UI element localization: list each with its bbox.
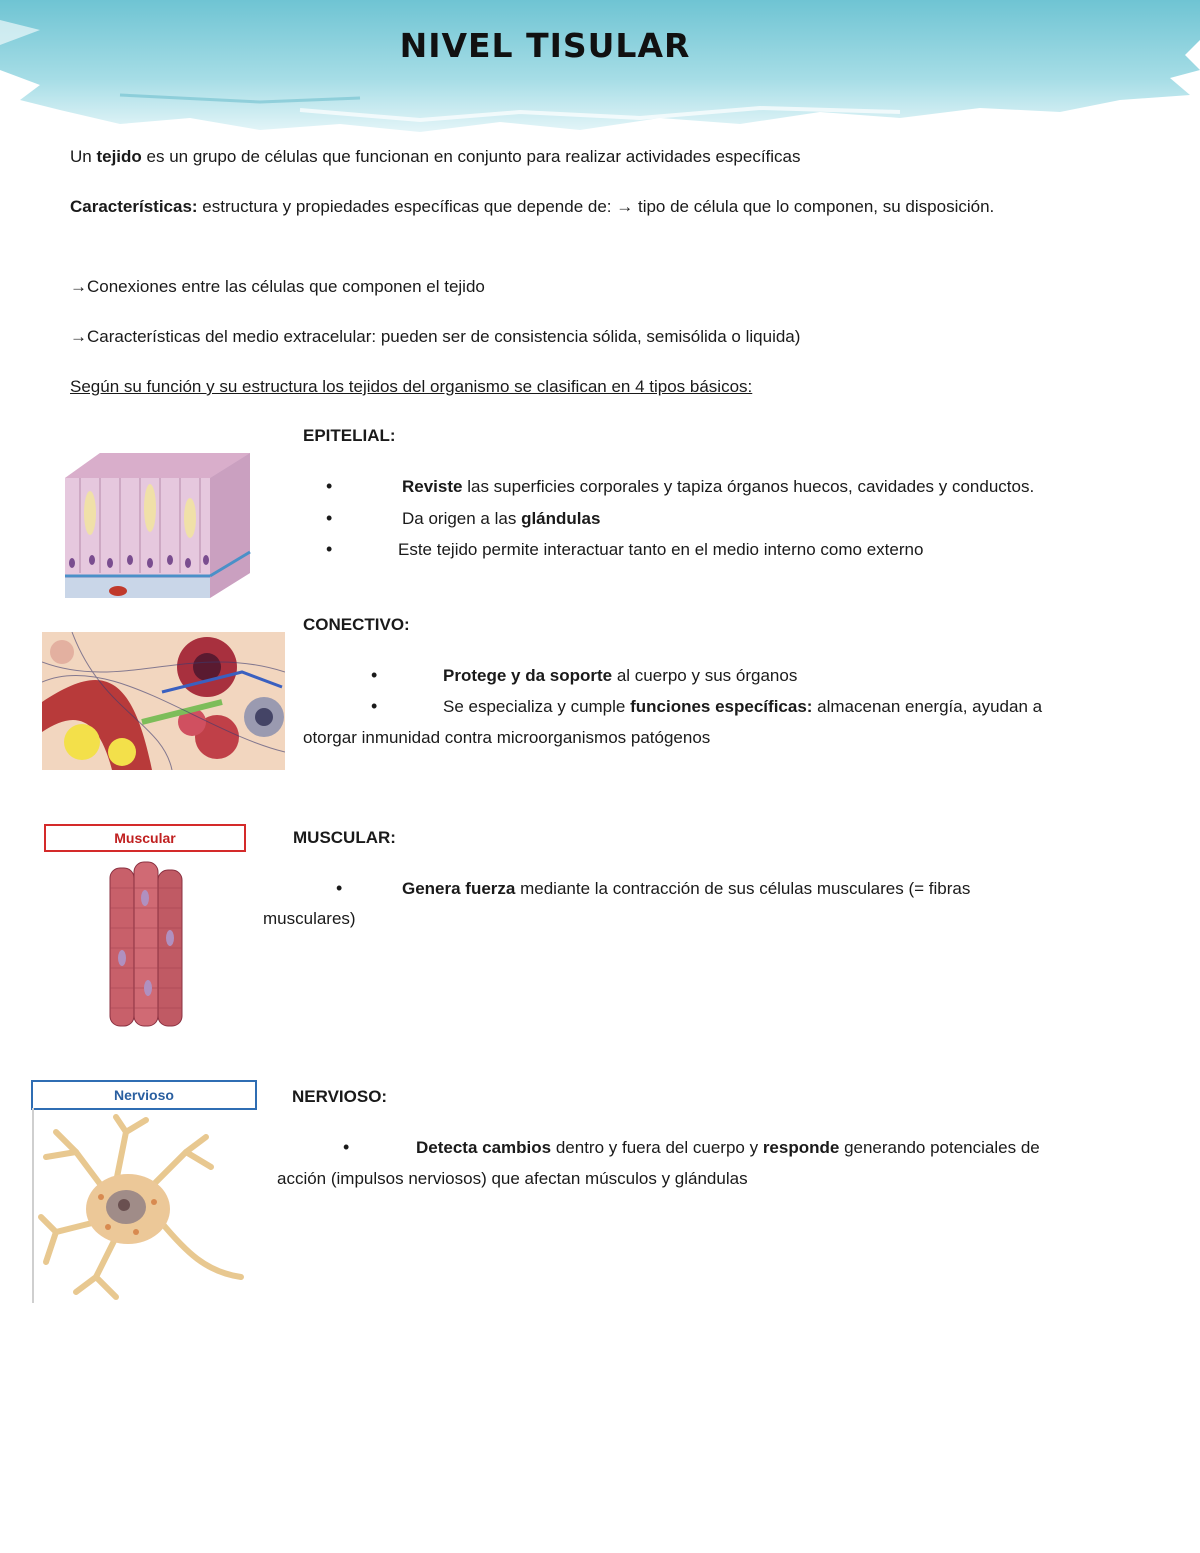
epitelial-bullet-2: Da origen a las glándulas (402, 509, 601, 528)
bullet-dot: • (371, 696, 378, 716)
bullet-dot: • (336, 878, 343, 898)
intro-paragraph-4: →Características del medio extracelular: pueden ser de consistencia sólida, semisólida o liquida) (70, 327, 801, 346)
heading-conectivo: CONECTIVO: (303, 615, 410, 634)
nervioso-bullet-1-continuation: acción (impulsos nerviosos) que afectan músculos y glándulas (277, 1169, 748, 1188)
bullet-dot: • (326, 476, 333, 496)
muscular-label: Muscular (44, 824, 246, 852)
divider (32, 1108, 34, 1303)
conectivo-bullet-1: Protege y da soporte al cuerpo y sus órganos (443, 666, 798, 685)
intro-paragraph-2: Características: estructura y propiedades específicas que depende de: → tipo de célula que lo componen, su disposición. (70, 197, 995, 216)
bullet-dot: • (326, 508, 333, 528)
connective-tissue-illustration (42, 632, 285, 770)
bullet-dot: • (326, 539, 333, 559)
heading-nervioso: NERVIOSO: (292, 1087, 388, 1106)
conectivo-bullet-2-continuation: otorgar inmunidad contra microorganismos patógenos (303, 728, 711, 747)
epitelial-bullet-1: Reviste las superficies corporales y tapiza órganos huecos, cavidades y conductos. (402, 477, 1035, 496)
epitelial-bullet-3: Este tejido permite interactuar tanto en el medio interno como externo (398, 540, 924, 559)
page-title: NIVEL TISULAR (399, 26, 691, 65)
muscular-bullet-1-continuation: musculares) (263, 909, 356, 928)
intro-paragraph-5: Según su función y su estructura los tejidos del organismo se clasifican en 4 tipos básicos: (70, 377, 753, 396)
heading-epitelial: EPITELIAL: (303, 426, 396, 445)
muscular-bullet-1: Genera fuerza mediante la contracción de sus células musculares (= fibras (402, 879, 971, 898)
conectivo-bullet-2: Se especializa y cumple funciones específicas: almacenan energía, ayudan a (443, 697, 1043, 716)
heading-muscular: MUSCULAR: (293, 828, 396, 847)
neuron-illustration (36, 1112, 246, 1302)
muscle-tissue-illustration (100, 858, 192, 1030)
nervioso-label: Nervioso (31, 1080, 257, 1110)
bullet-dot: • (371, 665, 378, 685)
intro-paragraph-3: →Conexiones entre las células que componen el tejido (70, 277, 485, 296)
bullet-dot: • (343, 1137, 350, 1157)
intro-paragraph-1: Un tejido es un grupo de células que funcionan en conjunto para realizar actividades específicas (70, 147, 801, 166)
watercolor-banner (0, 0, 1200, 140)
nervioso-bullet-1: Detecta cambios dentro y fuera del cuerpo y responde generando potenciales de (416, 1138, 1040, 1157)
epithelial-tissue-illustration (60, 448, 255, 603)
